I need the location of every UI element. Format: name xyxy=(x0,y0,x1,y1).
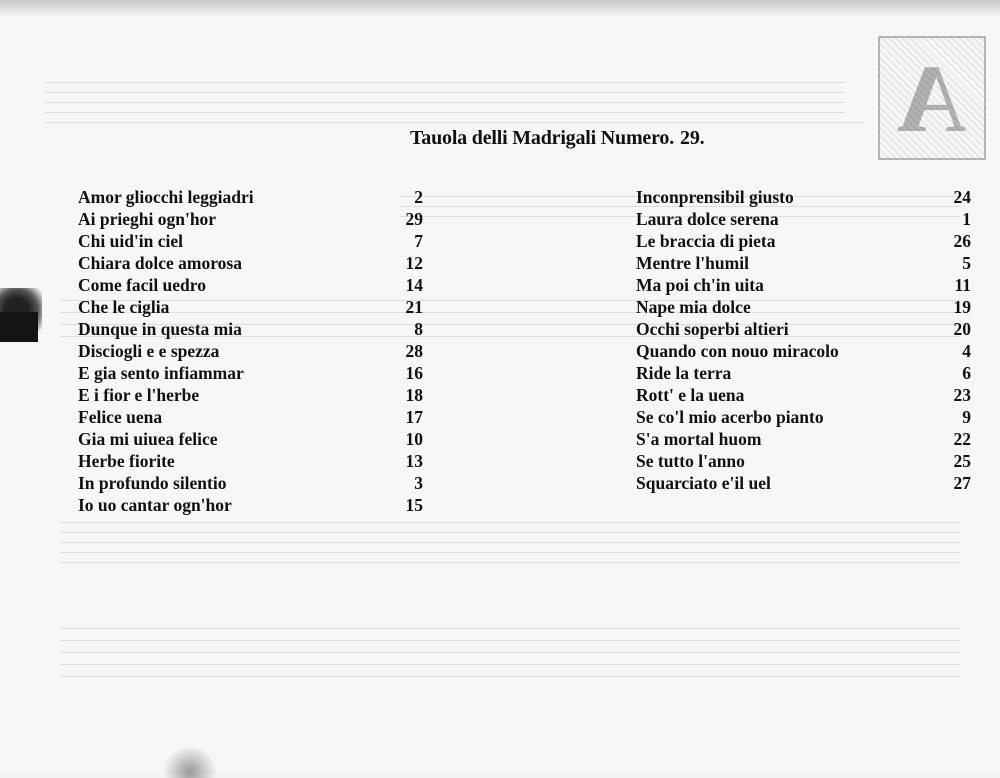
madrigal-title: Amor gliocchi leggiadri xyxy=(78,187,254,207)
madrigal-number: 18 xyxy=(405,385,423,405)
madrigal-title: Le braccia di pieta xyxy=(636,231,776,251)
madrigal-title: Chi uid'in ciel xyxy=(78,231,184,251)
list-item xyxy=(636,362,971,384)
list-item xyxy=(78,340,423,362)
madrigal-number: 14 xyxy=(405,275,423,295)
list-item xyxy=(78,472,423,494)
index-column-left xyxy=(78,186,423,516)
madrigal-number: 4 xyxy=(962,341,971,361)
madrigal-title: Inconprensibil giusto xyxy=(636,187,794,207)
title-text: Tauola delli Madrigali Numero. xyxy=(410,127,675,149)
madrigal-number: 17 xyxy=(405,407,423,427)
madrigal-number: 20 xyxy=(953,319,971,339)
madrigal-title: In profundo silentio xyxy=(78,473,227,493)
madrigal-title: Felice uena xyxy=(78,407,163,427)
madrigal-title: Nape mia dolce xyxy=(636,297,751,317)
list-item xyxy=(636,296,971,318)
list-item xyxy=(636,252,971,274)
madrigal-title: Io uo cantar ogn'hor xyxy=(78,495,232,515)
list-item xyxy=(78,494,423,516)
list-item xyxy=(78,384,423,406)
madrigal-number: 6 xyxy=(962,363,971,383)
madrigal-title: Rott' e la uena xyxy=(636,385,745,405)
list-item xyxy=(636,318,971,340)
list-item xyxy=(636,450,971,472)
list-item xyxy=(636,406,971,428)
decorated-initial: A xyxy=(878,36,986,160)
madrigal-title: Squarciato e'il uel xyxy=(636,473,771,493)
madrigal-number: 3 xyxy=(414,473,423,493)
list-item xyxy=(78,274,423,296)
madrigal-title: Ma poi ch'in uita xyxy=(636,275,764,295)
list-item xyxy=(78,406,423,428)
madrigal-title: E gia sento infiammar xyxy=(78,363,244,383)
madrigal-title: Herbe fiorite xyxy=(78,451,175,471)
madrigal-title: Se co'l mio acerbo pianto xyxy=(636,407,824,427)
madrigal-number: 16 xyxy=(405,363,423,383)
madrigal-number: 24 xyxy=(953,187,971,207)
madrigal-number: 8 xyxy=(414,319,423,339)
madrigal-number: 9 xyxy=(962,407,971,427)
list-item xyxy=(636,384,971,406)
list-item xyxy=(78,318,423,340)
madrigal-title: Gia mi uiuea felice xyxy=(78,429,218,449)
madrigal-number: 7 xyxy=(414,231,423,251)
title-number: 29. xyxy=(680,127,705,149)
list-item xyxy=(78,208,423,230)
madrigal-title: E i fior e l'herbe xyxy=(78,385,200,405)
list-item xyxy=(636,472,971,494)
madrigal-number: 28 xyxy=(405,341,423,361)
list-item xyxy=(78,252,423,274)
list-item xyxy=(78,186,423,208)
madrigal-number: 25 xyxy=(953,451,971,471)
list-item xyxy=(636,208,971,230)
page-title xyxy=(410,127,704,150)
madrigal-title: Occhi soperbi altieri xyxy=(636,319,789,339)
madrigal-title: Come facil uedro xyxy=(78,275,206,295)
madrigal-number: 19 xyxy=(953,297,971,317)
madrigal-number: 23 xyxy=(953,385,971,405)
list-item xyxy=(636,274,971,296)
list-item xyxy=(636,428,971,450)
madrigal-number: 13 xyxy=(405,451,423,471)
list-item xyxy=(636,340,971,362)
list-item xyxy=(78,450,423,472)
madrigal-title: Laura dolce serena xyxy=(636,209,779,229)
scan-dark-mark xyxy=(0,312,38,342)
madrigal-number: 5 xyxy=(962,253,971,273)
madrigal-title: Ride la terra xyxy=(636,363,732,383)
list-item xyxy=(636,230,971,252)
madrigal-number: 12 xyxy=(405,253,423,273)
madrigal-number: 26 xyxy=(953,231,971,251)
madrigal-number: 11 xyxy=(954,275,971,295)
list-item xyxy=(78,428,423,450)
madrigal-number: 2 xyxy=(414,187,423,207)
madrigal-number: 27 xyxy=(953,473,971,493)
list-item xyxy=(78,362,423,384)
list-item xyxy=(78,296,423,318)
madrigal-number: 22 xyxy=(953,429,971,449)
madrigal-number: 1 xyxy=(962,209,971,229)
madrigal-title: S'a mortal huom xyxy=(636,429,762,449)
madrigal-title: Disciogli e e spezza xyxy=(78,341,220,361)
madrigal-title: Mentre l'humil xyxy=(636,253,749,273)
madrigal-title: Chiara dolce amorosa xyxy=(78,253,242,273)
madrigal-number: 15 xyxy=(405,495,423,515)
madrigal-number: 21 xyxy=(405,297,423,317)
madrigal-number: 10 xyxy=(405,429,423,449)
madrigal-title: Quando con nouo miracolo xyxy=(636,341,839,361)
index-column-right xyxy=(636,186,971,494)
list-item xyxy=(78,230,423,252)
list-item xyxy=(636,186,971,208)
madrigal-number: 29 xyxy=(405,209,423,229)
madrigal-title: Dunque in questa mia xyxy=(78,319,242,339)
madrigal-title: Ai prieghi ogn'hor xyxy=(78,209,217,229)
madrigal-title: Se tutto l'anno xyxy=(636,451,745,471)
madrigal-title: Che le ciglia xyxy=(78,297,170,317)
